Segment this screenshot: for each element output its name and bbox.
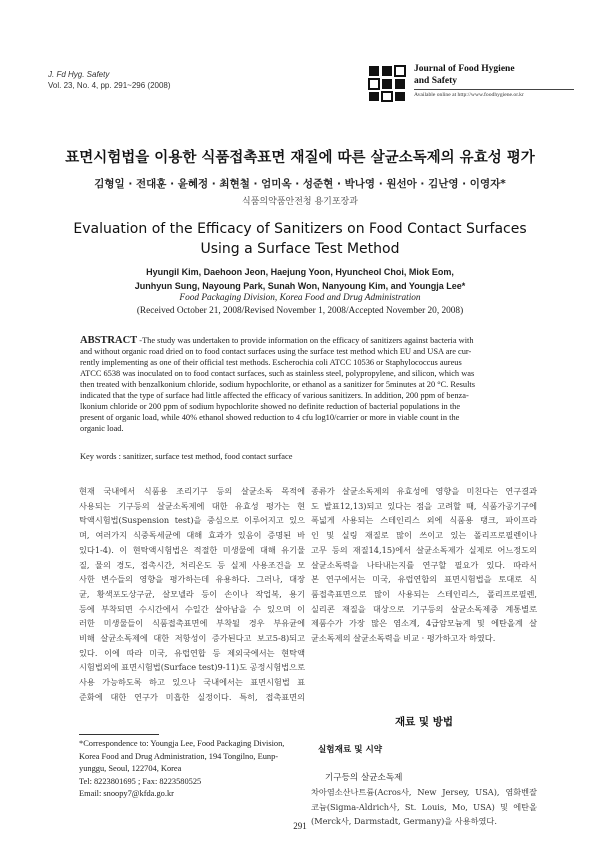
body-line: 사용되는 기구등의 살균소독제에 대한 유효성 평가는 현 (79, 500, 305, 511)
body-line: 고무 등의 재질14,15)에서 살균소독제가 실제로 어느정도의 (311, 544, 537, 555)
logo-url: Available online at http://www.foodhygiene.or.kr (414, 92, 524, 98)
received-dates: (Received October 21, 2008/Revised November 1, 2008/Accepted November 20, 2008) (136, 306, 464, 316)
footnote-line: Korea Food and Drug Administration, 194 Tongilno, Eunp- (79, 751, 279, 761)
abstract-line: indicated that the type of surface had little affected the efficacy of various sanitizers. In addition, 200 ppm of benza- (80, 391, 469, 400)
body-line: 탁액시험법(Suspension test)을 중심으로 이루어지고 있으 (79, 515, 305, 526)
body-line: 며, 여러가지 식중독세균에 대해 효과가 있음이 증명된 바 (79, 530, 305, 541)
authors-english-line2: Junhyun Sung, Nayoung Park, Sunah Won, Nanyoung Kim, and Youngja Lee* (134, 281, 466, 291)
body-line: 러한 미생물들이 식품접촉표면에 부착될 경우 부유균에 (79, 618, 305, 629)
body-line: 시험법외에 표면시험법(Surface test)9-11)도 공정시험법으로 (79, 662, 305, 673)
body-line: 균, 황색포도상구균, 살모넬라 등이 손이나 작업복, 용기 (79, 588, 305, 599)
body-line: 종류가 살균소독제의 유효성에 영향을 미친다는 연구결과 (311, 486, 537, 496)
body-line: 비해 살균소독제에 대한 저항성이 증가된다고 보고5-8)되고 (79, 633, 305, 644)
abstract-line: -The study was undertaken to provide information on the efficacy of sanitizers against bacteria with (137, 336, 474, 345)
body-line: 준화에 대한 연구가 미흡한 실정이다. 특히, 접촉표면의 (79, 691, 305, 702)
body-right-column (311, 484, 537, 646)
logo-title-line2: and Safety (414, 76, 458, 86)
body-line: 코늄(Sigma-Aldrich사, St. Louis, Mo, USA) 및 에탄올 (311, 801, 537, 812)
footnote-line: Tel: 8223801695 ; Fax: 8223580525 (79, 776, 202, 786)
journal-emblem-icon (367, 63, 409, 103)
body-line: 본 연구에서는 미국, 유럽연합의 표면시험법을 토대로 식 (311, 574, 537, 585)
body-line: 현재 국내에서 식품용 조리기구 등의 살균소독 목적에 (79, 486, 305, 496)
title-english (0, 219, 600, 259)
title-korean: 표면시험법을 이용한 식품접촉표면 재질에 따른 살균소독제의 유효성 평가 (65, 150, 535, 166)
authors-korean: 김형일 · 전대훈 · 윤혜정 · 최현철 · 엄미옥 · 성준현 · 박나영 · 원선아 · 김난영 · 이영자* (94, 178, 506, 190)
abstract-line: then treated with benzalkonium chloride, sodium hypochlorite, or ethanol as a sanitizer for 5minutes at 20 °C. Results (80, 380, 476, 389)
authors-english-line1: Hyungil Kim, Daehoon Jeon, Haejung Yoon, Hyuncheol Choi, Miok Eom, (146, 267, 454, 277)
body-line: 살균소독력을 나타내는지를 연구할 필요가 있다. 따라서 (311, 559, 537, 570)
footnote-line: *Correspondence to: Youngja Lee, Food Packaging Division, (79, 739, 285, 748)
body-line: 실리콘 재질을 대상으로 기구등의 살균소독제중 계통별로 (311, 603, 537, 614)
body-line: 사용 가능하도록 하고 있으나 국내에서는 표면시험법 표 (79, 677, 305, 688)
subsection-title: 실험재료 및 시약 (318, 745, 383, 755)
footnote-divider (79, 734, 159, 735)
journal-header (48, 69, 171, 91)
title-english-line2: Using a Surface Test Method (200, 241, 400, 257)
body-line: 있다1-4). 이 현탁액시험법은 적절한 미생물에 대해 유기물 (79, 544, 305, 555)
body-line: 등에 부착되면 수시간에서 수일간 살아남을 수 있으며 이 (79, 603, 305, 614)
body-line: 사한 변수들의 영향을 평가하는데 유용하다. 그러나, 대장 (79, 574, 305, 585)
keywords: Key words : sanitizer, surface test method, food contact surface (80, 452, 293, 461)
abstract-line: present of organic load, while 40% ethanol showed reduction to 4 cfu log10/carrier or more in viable count in the (80, 413, 460, 422)
body-line: 있다. 이에 따라 미국, 유럽연합 등 제외국에서는 현탁액 (79, 647, 305, 658)
body-line: 품접촉표면으로 많이 사용되는 스테인리스, 폴리프로필렌, (311, 588, 537, 599)
abstract-line: organic load. (80, 424, 124, 433)
body-line: (Merck사, Darmstadt, Germany)을 사용하였다. (311, 816, 497, 827)
affiliation-english: Food Packaging Division, Korea Food and Drug Administration (179, 293, 421, 303)
page-number: 291 (293, 821, 307, 831)
abstract (80, 335, 532, 434)
body-line: 인 및 실링 재질로 많이 쓰이고 있는 폴리프로필렌이나 (311, 530, 537, 541)
logo-title-line1: Journal of Food Hygiene (414, 64, 515, 74)
title-english-line1: Evaluation of the Efficacy of Sanitizers on Food Contact Surfaces (73, 221, 527, 237)
abstract-line: lkonium chloride or 200 ppm of sodium hypochlorite showed no definite reduction of bacterial populations in the (80, 402, 461, 411)
abstract-line: ATCC 6538 was inoculated on to food contact surfaces, such as stainless steel, polypropylene, and silicon, which was (80, 369, 475, 378)
body-line: 제품수가 가장 많은 염소계, 4급암모늄계 및 에탄올계 살 (311, 618, 537, 629)
journal-logo (367, 63, 574, 103)
logo-divider (414, 89, 574, 90)
abstract-line: rently implementing as one of their official test methods. Escherochia coli ATCC 10536 or Staphylococcus aureus (80, 358, 462, 367)
affiliation-korean: 식품의약품안전청 용기포장과 (242, 197, 358, 207)
body-left-column (79, 484, 305, 705)
authors-english (0, 265, 600, 293)
footnote-line: Email: snoopy7@kfda.go.kr (79, 789, 174, 798)
body-line: 균소독제의 살균소독력을 비교 · 평가하고자 하였다. (311, 633, 496, 644)
body-line: 차아염소산나트륨(Acros사, New Jersey, USA), 염화벤잘 (311, 787, 537, 797)
body-line: 도 발표12,13)되고 있다는 점을 고려할 때, 식품가공기구에 (311, 500, 537, 511)
journal-short-name: J. Fd Hyg. Safety (48, 70, 110, 79)
body-line: 폭넓게 사용되는 스테인리스 외에 식품용 탱크, 파이프라 (311, 515, 537, 526)
abstract-line: and without organic road dried on to food contact surfaces using the surface test method which EU and USA are cur- (80, 347, 472, 356)
body-line: 질, 물의 경도, 접촉시간, 처리온도 등 실제 사용조건을 모 (79, 559, 305, 570)
volume-info: Vol. 23, No. 4, pp. 291~296 (2008) (48, 81, 171, 90)
abstract-label: ABSTRACT (80, 335, 138, 346)
subsubsection-title: 기구등의 살균소독제 (325, 773, 403, 783)
footnote-line: yunggu, Seoul, 122704, Korea (79, 764, 182, 773)
correspondence-footnote (79, 738, 307, 801)
section-title: 재료 및 방법 (394, 716, 454, 728)
